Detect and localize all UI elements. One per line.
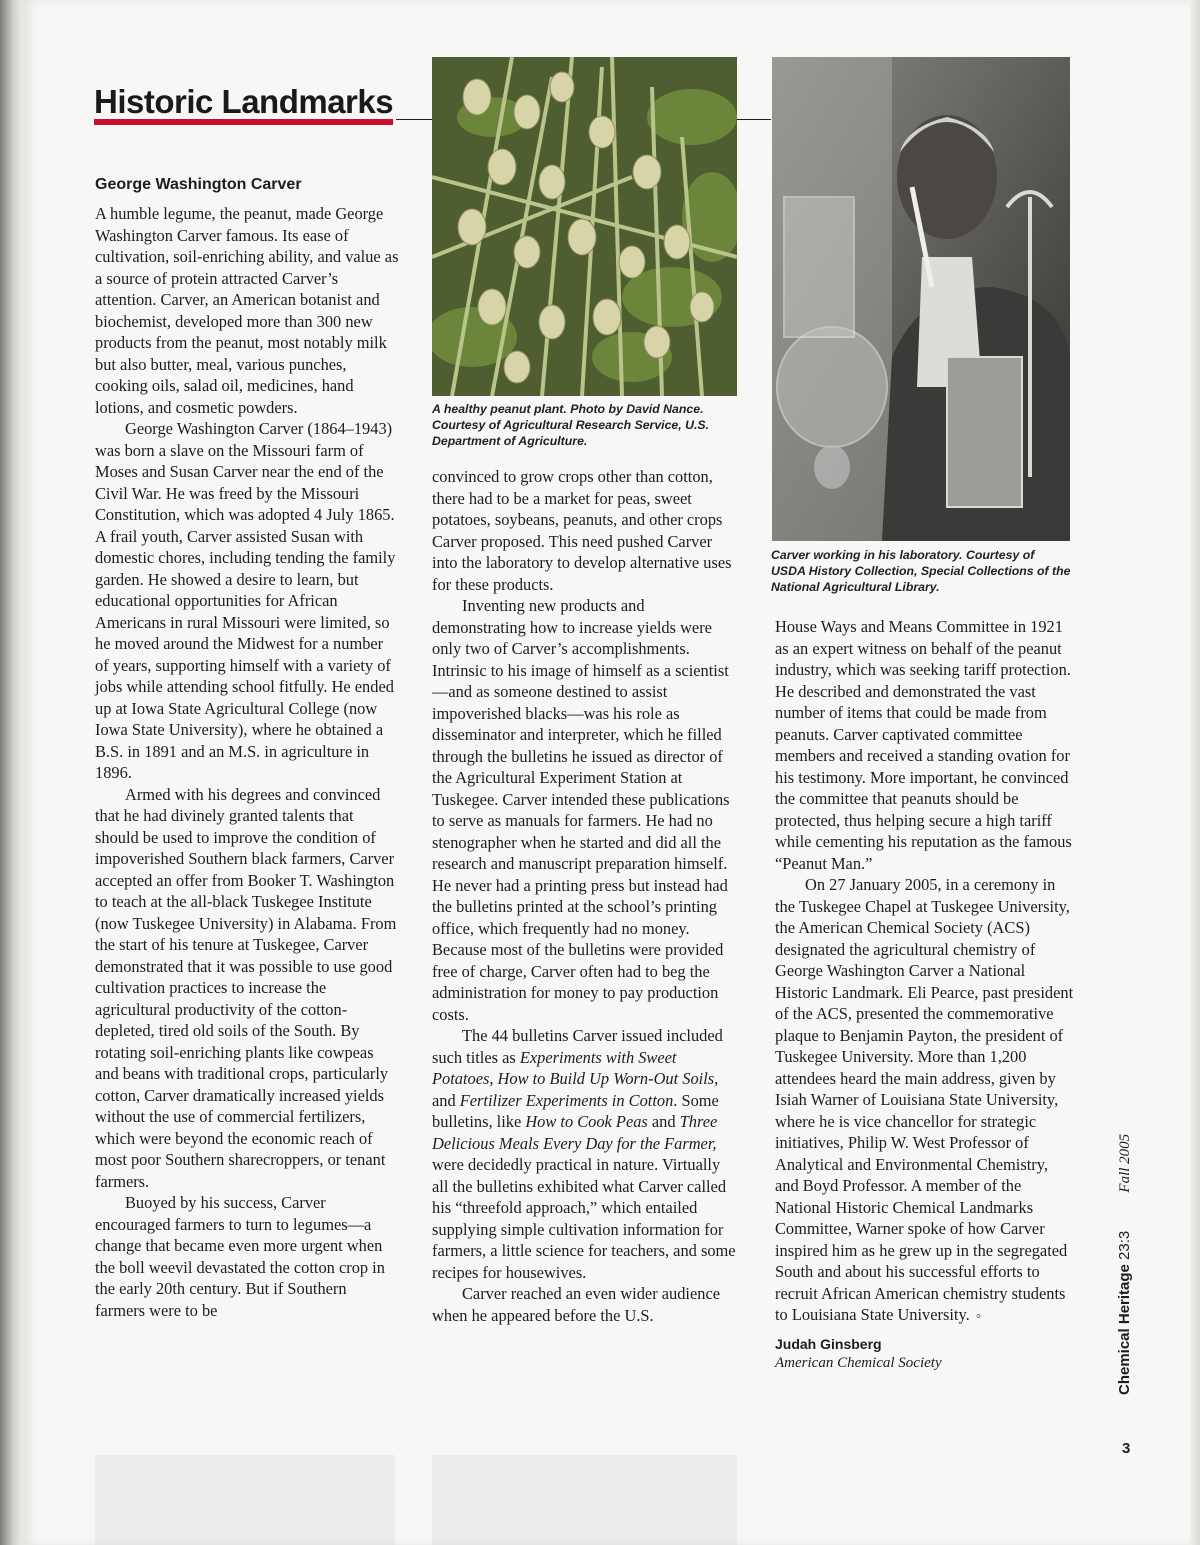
paragraph: A humble legume, the peanut, made George Washington Carver famous. Its ease of cultivation, soil-enriching ability, and value as a source of protein attracted Carver’s attention. Carver, an American botanist and biochemist, developed more than 300 new products from the peanut, most notably milk but also butter, meal, various punches, cooking oils, salad oil, medicines, hand lotions, and cosmetic powders. [95, 204, 399, 417]
text-run: . Some bulletins, like [432, 1090, 719, 1131]
section-title: Historic Landmarks [94, 83, 394, 120]
article-column-2 [432, 466, 738, 1326]
carver-laboratory-photo [772, 57, 1070, 541]
paragraph-text: On 27 January 2005, in a ceremony in the Tuskegee Chapel at Tuskegee University, the American Chemical Society (ACS) designated the agricultural chemistry of George Washington Carver a National Historic Landmark. Eli Pearce, past president of the ACS, presented the commemorative plaque to Benjamin Payton, the president of Tuskegee University. More than 1,200 attendees heard the main address, given by Isiah Warner of Louisiana State University, where he is vice chancellor for strategic initiatives, Philip W. West Professor of Analytical and Environmental Chemistry, and Boyd Professor. A member of the National Historic Chemical Landmarks Committee, Warner spoke of how Carver inspired him as he grew up in the segregated South and about his successful efforts to recruit African American chemistry students to Louisiana State University. [775, 875, 1074, 1324]
page-edge [1190, 0, 1200, 1545]
peanut-plant-photo [432, 57, 737, 396]
paragraph: Inventing new products and demonstrating how to increase yields were only two of Carver’s accomplishments. Intrinsic to his image of himself as a scientist—and as someone destined to assist impoverished blacks—was his role as disseminator and interpreter, which he filled through the bulletins he issued as director of the Agricultural Experiment Station at Tuskegee. Carver intended these publications to serve as manuals for farmers. He had no stenographer when he started and did all the research and manuscript preparation himself. He never had a printing press but instead had the bulletins printed at the school’s printing office, which frequently had no money. Because most of the bulletins were provided free of charge, Carver often had to beg the administration for money to pay production costs. [432, 596, 730, 1024]
issue-number: 23:3 [1116, 1230, 1133, 1260]
text-run: and [432, 1090, 460, 1110]
article-subhead: George Washington Carver [95, 176, 302, 193]
paragraph: Carver reached an even wider audience when he appeared before the U.S. [432, 1284, 721, 1325]
peanut-photo-caption: A healthy peanut plant. Photo by David Nance. Courtesy of Agricultural Research Service, U.S. Department of Agriculture. [432, 402, 710, 448]
carver-laboratory-illustration [772, 57, 1070, 541]
paragraph: George Washington Carver (1864–1943) was born a slave on the Missouri farm of Moses and Susan Carver near the end of the Civil War. He was freed by the Missouri Constitution, which was adopted 4 July 1865. A frail youth, Carver assisted Susan with domestic chores, including tending the family garden. He showed a desire to learn, but educational opportunities for African Americans in rural Missouri were limited, so he moved around the Midwest for a number of years, supporting himself with a variety of jobs while attending school fitfully. He ended up at Iowa State Agricultural College (now Iowa State University), where he obtained a B.S. in 1891 and an M.S. in agriculture in 1896. [95, 419, 396, 782]
author-affiliation: American Chemical Society [775, 1354, 942, 1371]
paragraph [775, 874, 1075, 1329]
end-mark-icon: ⚬ [973, 1311, 984, 1323]
bulletin-title: Three Delicious Meals Every Day for the Farmer, [432, 1112, 718, 1153]
bulletin-title: Experiments with Sweet Potatoes, How to Build Up Worn-Out Soils, [432, 1047, 719, 1088]
lab-photo-caption: Carver working in his laboratory. Courtesy of USDA History Collection, Special Collections of the National Agricultural Library. [771, 548, 1071, 594]
article-column-1 [95, 203, 400, 1321]
running-footer [1112, 1115, 1138, 1395]
text-run: were decidedly practical in nature. Virtually all the bulletins exhibited what Carver called his “threefold approach,” which entailed supplying simple cultivation information for farmers, a little science for teachers, and some recipes for housewives. [432, 1155, 736, 1282]
show-through [95, 1455, 395, 1545]
peanut-plant-illustration [432, 57, 737, 396]
paragraph: House Ways and Means Committee in 1921 as an expert witness on behalf of the peanut industry, which was seeking tariff protection. He described and demonstrated the vast number of items that could be made from peanuts. Carver captivated committee members and received a standing ovation for his testimony. More important, he convinced the committee that peanuts should be protected, thus helping secure a high tariff while cementing his reputation as the famous “Peanut Man.” [775, 617, 1072, 873]
text-run: and [647, 1112, 680, 1131]
binding-spine [0, 0, 22, 1545]
paragraph: convinced to grow crops other than cotton, there had to be a market for peas, sweet potatoes, soybeans, peanuts, and other crops Carver proposed. This need pushed Carver into the laboratory to develop alternative uses for these products. [432, 467, 732, 594]
article-column-3 [775, 616, 1075, 1373]
paragraph: Buoyed by his success, Carver encouraged farmers to turn to legumes—a change that became even more urgent when the boll weevil devastated the cotton crop in the early 20th century. But if Southern farmers were to be [95, 1193, 385, 1320]
magazine-name: Chemical Heritage [1116, 1264, 1133, 1395]
text-run: The 44 bulletins Carver issued included such titles as [432, 1026, 723, 1067]
page-number: 3 [1122, 1440, 1131, 1457]
bulletin-title: Fertilizer Experiments in Cotton [459, 1090, 674, 1110]
bulletin-title: How to Cook Peas [525, 1112, 648, 1131]
show-through [432, 1455, 737, 1545]
author-name: Judah Ginsberg [775, 1335, 882, 1352]
paragraph: Armed with his degrees and convinced that he had divinely granted talents that should be used to improve the condition of impoverished Southern black farmers, Carver accepted an offer from Booker T. Washington to teach at the all-black Tuskegee Institute (now Tuskegee University) in Alabama. From the start of his tenure at Tuskegee, Carver demonstrated that it was possible to use good cultivation practices to increase the agricultural productivity of the cotton-depleted, tired old soils of the South. By rotating soil-enriching plants like cowpeas and beans with traditional crops, particularly cotton, Carver dramatically increased yields without the use of commercial fertilizers, which were beyond the economic reach of most poor Southern sharecroppers, or tenant farmers. [95, 784, 397, 1191]
issue-season: Fall 2005 [1117, 1133, 1133, 1193]
paragraph [432, 1025, 738, 1283]
